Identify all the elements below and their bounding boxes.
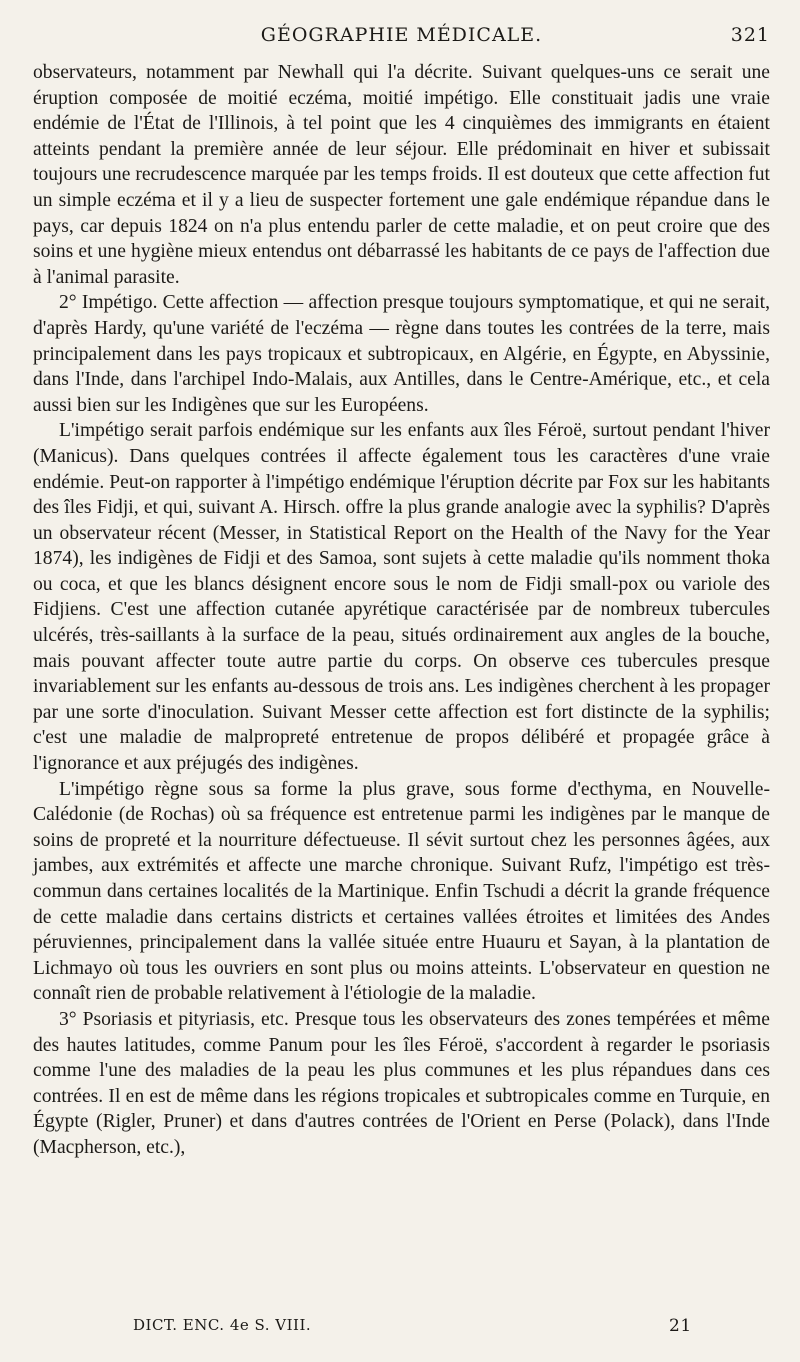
body-text: [33, 60, 770, 1161]
paragraph: L'impétigo règne sous sa forme la plus grave, sous forme d'ecthyma, en Nouvelle-Calédonie (de Rochas) où sa fréquence est entretenue parmi les indigènes par le manque de soins de propreté et la nourriture défectueuse. Il sévit surtout chez les personnes âgées, aux jambes, aux extrémités et affecte une marche chronique. Suivant Rufz, l'impétigo est très-commun dans certaines localités de la Martinique. Enfin Tschudi a décrit la grande fréquence de cette maladie dans certains districts et certaines vallées étroites et limitées des Andes péruviennes, principalement dans la vallée située entre Huauru et Sayan, à la plantation de Lichmayo où tous les ouvriers en sont plus ou moins atteints. L'observateur en question ne connaît rien de probable relativement à l'étiologie de la maladie.: [33, 778, 770, 1005]
paragraph: L'impétigo serait parfois endémique sur les enfants aux îles Féroë, surtout pendant l'hiver (Manicus). Dans quelques contrées il affecte également tous les caractères d'une vraie endémie. Peut-on rapporter à l'impétigo endémique l'éruption décrite par Fox sur les habitants des îles Fidji, et qui, suivant A. Hirsch. offre la plus grande analogie avec la syphilis? D'après un observateur récent (Messer, in Statistical Report on the Health of the Navy for the Year 1874), les indigènes de Fidji et des Samoa, sont sujets à cette maladie qu'ils nomment thoka ou coca, et que les blancs désignent encore sous le nom de Fidji small-pox ou variole des Fidjiens. C'est une affection cutanée apyrétique caractérisée par de nombreux tubercules ulcérés, très-saillants à la surface de la peau, situés ordinairement aux angles de la bouche, mais pouvant affecter toute autre partie du corps. On observe ces tubercules presque invariablement sur les enfants au-dessous de trois ans. Les indigènes cherchent à les propager par une sorte d'inoculation. Suivant Messer cette affection est fort distincte de la syphilis; c'est une maladie de malpropreté entretenue de propos délibéré et propagée grâce à l'ignorance et aux préjugés des indigènes.: [33, 420, 770, 775]
page-number: 321: [730, 24, 770, 46]
page-footer: [33, 1316, 770, 1340]
page-title: GÉOGRAPHIE MÉDICALE.: [260, 24, 543, 46]
sheet-number: 21: [669, 1316, 692, 1336]
running-head: [33, 24, 770, 50]
paragraph: 3° Psoriasis et pityriasis, etc. Presque tous les observateurs des zones tempérées et même des hautes latitudes, comme Panum pour les îles Féroë, s'accordent à regarder le psoriasis comme l'une des maladies de la peau les plus communes et les plus répandues dans ces contrées. Il en est de même dans les régions tropicales et subtropicales comme en Turquie, en Égypte (Rigler, Pruner) et dans d'autres contrées de l'Orient en Perse (Polack), dans l'Inde (Macpherson, etc.),: [33, 1008, 770, 1158]
paragraph: observateurs, notamment par Newhall qui l'a décrite. Suivant quelques-uns ce serait une éruption composée de moitié eczéma, moitié impétigo. Elle constituait jadis une vraie endémie de l'État de l'Illinois, à tel point que les 4 cinquièmes des immigrants en étaient atteints pendant la première année de leur séjour. Elle prédominait en hiver et subissait toujours une recrudescence marquée par les temps froids. Il est douteux que cette affection fut un simple eczéma et il y a lieu de suspecter fortement une gale endémique répandue dans le pays, car depuis 1824 on n'a plus entendu parler de cette maladie, et on peut croire que des soins et une hygiène mieux entendus ont débarrassé les habitants de ce pays de l'affection due à l'animal parasite.: [33, 62, 770, 288]
signature-mark: DICT. ENC. 4e S. VIII.: [133, 1316, 312, 1334]
paragraph: 2° Impétigo. Cette affection — affection presque toujours symptomatique, et qui ne serait, d'après Hardy, qu'une variété de l'eczéma — règne dans toutes les contrées de la terre, mais principalement dans les pays tropicaux et subtropicaux, en Algérie, en Égypte, en Abyssinie, dans l'Inde, dans l'archipel Indo-Malais, aux Antilles, dans le Centre-Amérique, etc., et cela aussi bien sur les Indigènes que sur les Européens.: [33, 292, 770, 416]
